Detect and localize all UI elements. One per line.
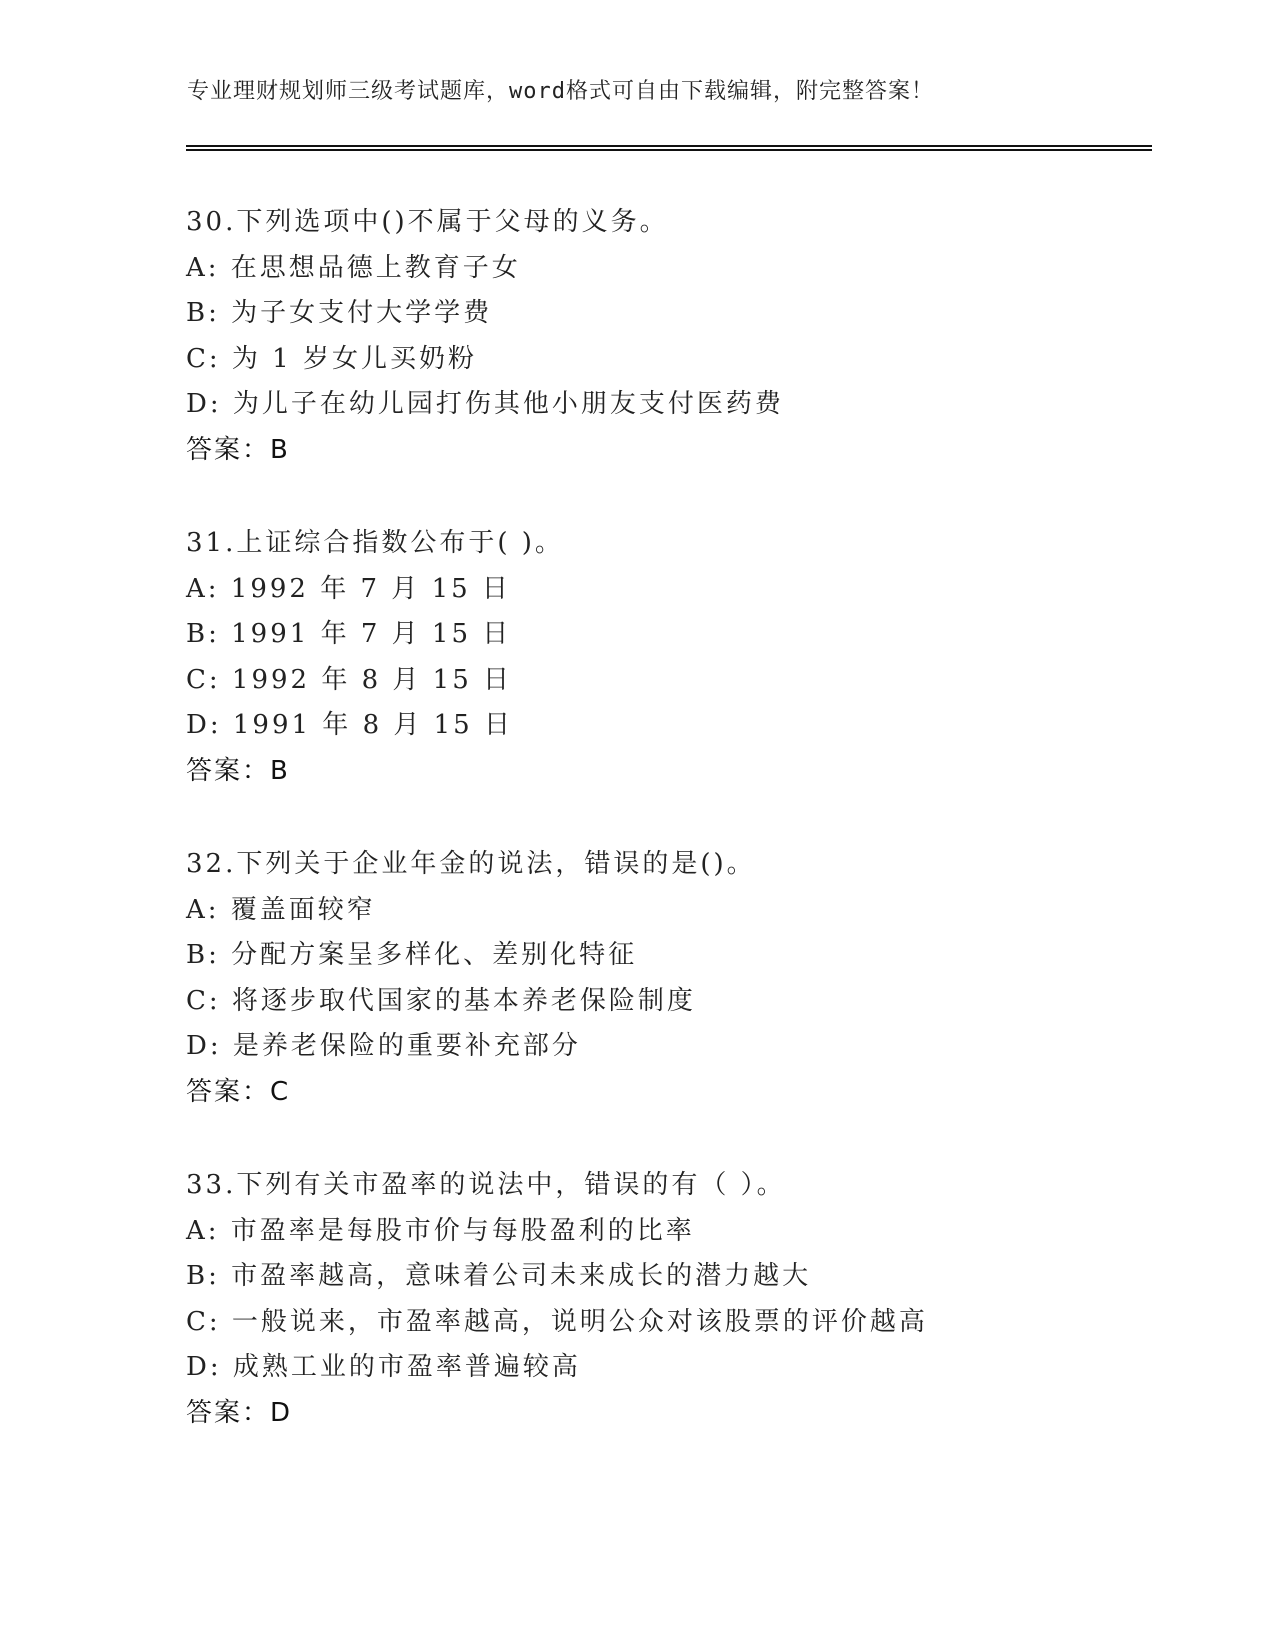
answer-text: 答案：B — [186, 434, 290, 465]
option-b: B: 市盈率越高，意味着公司未来成长的潜力越大 — [186, 1261, 812, 1291]
question-stem: 32.下列关于企业年金的说法，错误的是()。 — [186, 849, 756, 879]
option-c: C: 将逐步取代国家的基本养老保险制度 — [186, 985, 696, 1016]
option-c: C: 一般说来，市盈率越高，说明公众对该股票的评价越高 — [186, 1306, 928, 1337]
option-c: C: 1992 年 8 月 15 日 — [186, 664, 513, 695]
question-stem: 30.下列选项中()不属于父母的义务。 — [186, 207, 669, 237]
option-b: B: 为子女支付大学学费 — [186, 298, 493, 328]
option-d: D: 为儿子在幼儿园打伤其他小朋友支付医药费 — [186, 389, 784, 419]
option-d: D: 1991 年 8 月 15 日 — [186, 710, 513, 740]
answer-text: 答案：B — [186, 755, 290, 786]
question-32 — [186, 842, 1166, 1115]
question-stem: 33.下列有关市盈率的说法中，错误的有（ ）。 — [186, 1170, 786, 1200]
option-a: A: 市盈率是每股市价与每股盈利的比率 — [186, 1215, 695, 1246]
page-header: 专业理财规划师三级考试题库，word格式可自由下载编辑，附完整答案！ — [187, 79, 934, 104]
option-b: B: 1991 年 7 月 15 日 — [186, 619, 512, 649]
header-divider — [186, 145, 1152, 151]
question-stem: 31.上证综合指数公布于( )。 — [186, 528, 564, 558]
answer-text: 答案：D — [186, 1397, 293, 1428]
answer-text: 答案：C — [186, 1076, 291, 1107]
option-a: A: 1992 年 7 月 15 日 — [186, 573, 511, 604]
option-a: A: 在思想品德上教育子女 — [186, 252, 521, 283]
question-list — [186, 200, 1166, 1484]
option-d: D: 是养老保险的重要补充部分 — [186, 1031, 581, 1061]
option-c: C: 为 1 岁女儿买奶粉 — [186, 343, 477, 374]
option-b: B: 分配方案呈多样化、差别化特征 — [186, 940, 638, 970]
question-33 — [186, 1163, 1166, 1436]
question-31 — [186, 521, 1166, 794]
question-30 — [186, 200, 1166, 473]
option-a: A: 覆盖面较窄 — [186, 894, 376, 925]
option-d: D: 成熟工业的市盈率普遍较高 — [186, 1352, 581, 1382]
